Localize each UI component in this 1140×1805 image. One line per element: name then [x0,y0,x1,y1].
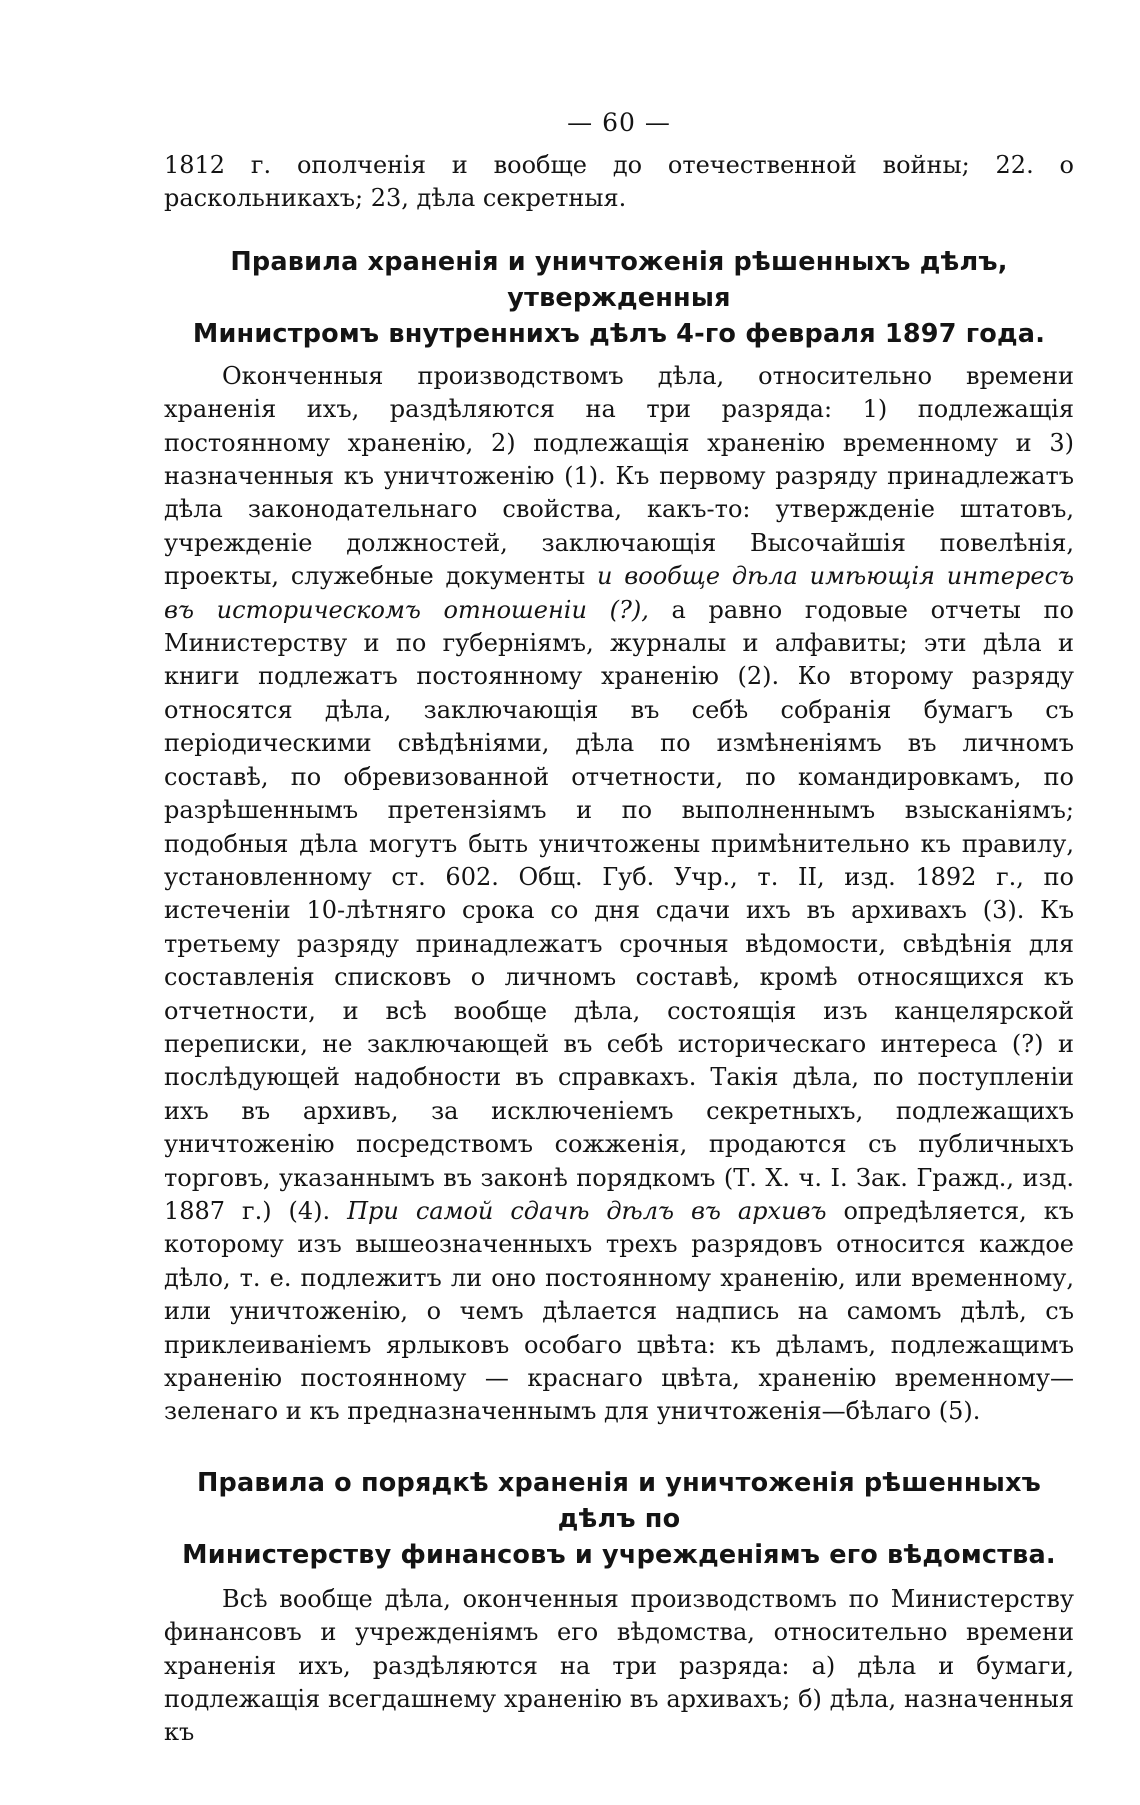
section-1-italic-text-1: и вообще дѣла имѣющія интересъ въ историческомъ отношеніи (?), [164,562,1075,624]
page-number: — 60 — [567,108,671,137]
section-1-text-c: опредѣляется, къ которому изъ вышеозначенныхъ трехъ разрядовъ относится каждое дѣло, т. е. подлежитъ ли оно постоянному храненію, или временному, или уничтоженію, о чемъ дѣлается надпись на самомъ дѣлѣ, съ приклеиваніемъ ярлыковъ особаго цвѣта: къ дѣламъ, подлежащимъ храненію постоянному — краснаго цвѣта, храненію временному—зеленаго и къ предназначеннымъ для уничтоженія—бѣлаго (5). [164,1196,1075,1426]
section-2-heading-line-2: Министерству финансовъ и учрежденіямъ его вѣдомства. [182,1539,1056,1570]
section-1-heading-line-2: Министромъ внутреннихъ дѣлъ 4-го февраля 1897 года. [192,318,1046,349]
section-2-paragraph: Всѣ вообще дѣла, оконченныя производствомъ по Министерству финансовъ и учрежденіямъ его вѣдомства, относительно времени храненія ихъ, раздѣляются на три разряда: а) дѣла и бумаги, подлежащія всегдашнему храненію въ архивахъ; б) дѣла, назначенныя къ [164,1584,1074,1747]
section-2-heading-line-1: Правила о порядкѣ храненія и уничтоженія рѣшенныхъ дѣлъ по [197,1467,1041,1534]
section-1-italic-text-2: При самой сдачѣ дѣлъ въ архивъ [347,1196,827,1225]
continuation-paragraph: 1812 г. ополченія и вообще до отечественной войны; 22. о раскольникахъ; 23, дѣла секретныя. [164,151,1074,213]
section-1-heading-line-1: Правила храненія и уничтоженія рѣшенныхъ дѣлъ, утвержденныя [230,246,1008,313]
section-1-paragraph [164,360,1074,1429]
section-1-text-a: Оконченныя производствомъ дѣла, относительно времени храненія ихъ, раздѣляются на три разряда: 1) подлежащія постоянному храненію, 2) подлежащія храненію временному и 3) назначенныя къ уничтоженію (1). Къ первому разряду принадлежатъ дѣла законодательнаго свойства, какъ-то: утвержденіе штатовъ, учрежденіе должностей, заключающія Высочайшія повелѣнія, проекты, служебные документы [164,361,1074,591]
section-1-text-b: а равно годовые отчеты по Министерству и по губерніямъ, журналы и алфавиты; эти дѣла и книги подлежатъ постоянному храненію (2). Ко второму разряду относятся дѣла, заключающія въ себѣ собранія бумагъ съ періодическими свѣдѣніями, дѣла по измѣненіямъ въ личномъ составѣ, по обревизованной отчетности, по командировкамъ, по разрѣшеннымъ претензіямъ и по выполненнымъ взысканіямъ; подобныя дѣла могутъ быть уничтожены примѣнительно къ правилу, установленному ст. 602. Общ. Губ. Учр., т. II, изд. 1892 г., по истеченіи 10-лѣтняго срока со дня сдачи ихъ въ архивахъ (3). Къ третьему разряду принадлежатъ срочныя вѣдомости, свѣдѣнія для составленія списковъ о личномъ составѣ, кромѣ относящихся къ отчетности, и всѣ вообще дѣла, состоящія изъ канцелярской переписки, не заключающей въ себѣ историческаго интереса (?) и послѣдующей надобности въ справкахъ. Такія дѣла, по поступленіи ихъ въ архивъ, за исключеніемъ секретныхъ, подлежащихъ уничтоженію посредствомъ сожженія, продаются съ публичныхъ торговъ, указаннымъ въ законѣ порядкомъ (Т. X. ч. I. Зак. Гражд., изд. 1887 г.) (4). [164,595,1074,1225]
section-2-heading [164,1465,1074,1573]
document-page [164,108,1074,1750]
section-1-heading [164,244,1074,352]
